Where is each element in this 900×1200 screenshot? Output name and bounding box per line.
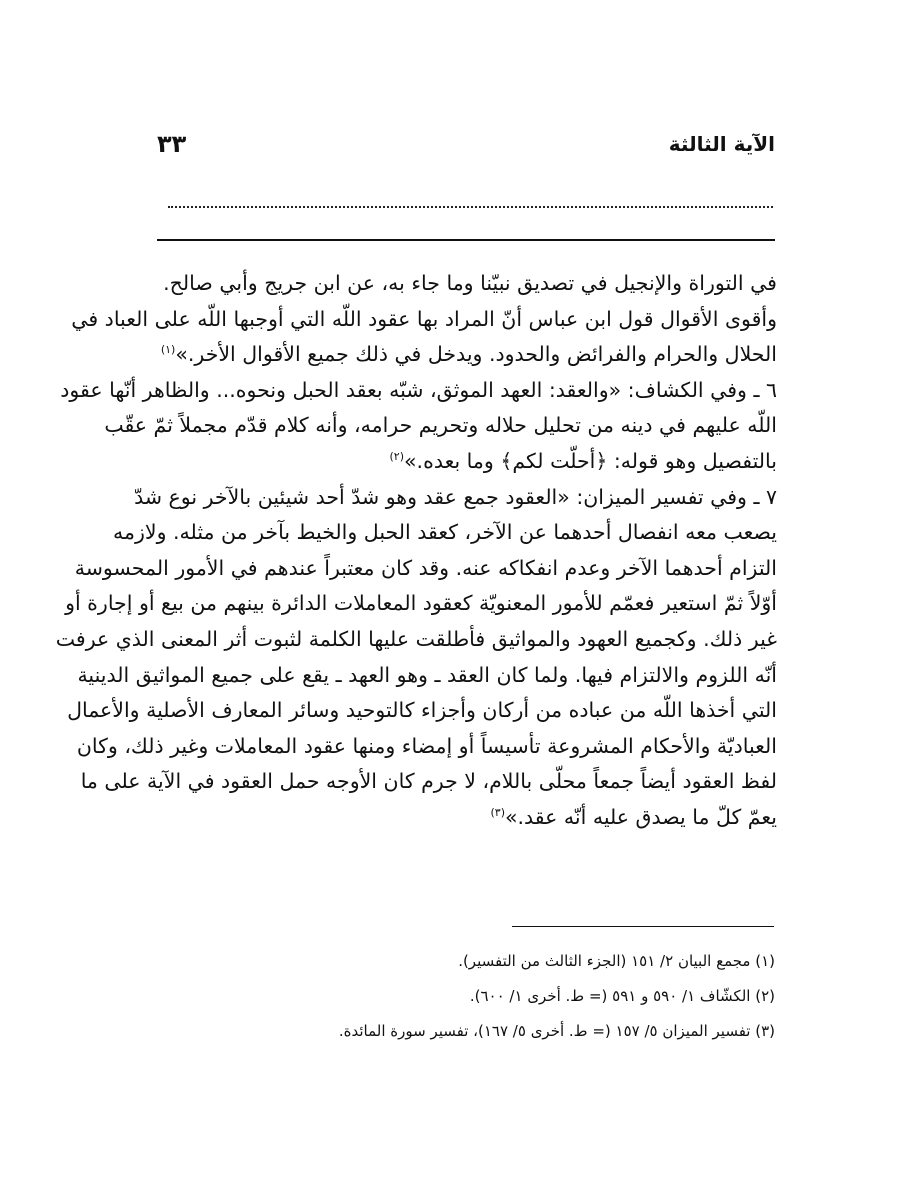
paragraph-3 [60, 373, 777, 480]
text-line: ٧ ـ وفي تفسير الميزان: «العقود جمع عقد وهو شدّ أحد شيئين بالآخر نوع شدّ [134, 484, 777, 509]
text-line: لفظ العقود أيضاً جمعاً محلّى باللام، لا جرم كان الأوجه حمل العقود في الآية على ما [80, 769, 777, 794]
dotted-divider [168, 206, 773, 208]
paragraph-1 [155, 266, 777, 302]
text-line [155, 800, 777, 836]
footnote-marker: (٣) [490, 805, 505, 819]
footnote-3: (٣) تفسير الميزان ٥/ ١٥٧ (= ط. أخرى ٥/ ١٦٧)، تفسير سورة المائدة. [338, 1022, 775, 1040]
footnote-divider [512, 926, 774, 927]
text-line: العباديّة والأحكام المشروعة تأسيساً أو إمضاء ومنها عقود المعاملات وغير ذلك، وكان [76, 733, 777, 758]
text-line [155, 444, 777, 480]
text-line: في التوراة والإنجيل في تصديق نبيّنا وما جاء به، عن ابن جريج وأبي صالح. [163, 271, 777, 295]
text-line: أنّه اللزوم والالتزام فيها. ولما كان العقد ـ وهو العهد ـ يقع على جميع المواثيق الدينية [77, 662, 777, 687]
text-line: ٦ ـ وفي الكشاف: «والعقد: العهد الموثق، شبّه بعقد الحبل ونحوه... والظاهر أنّها عقود [60, 377, 777, 402]
footnote-1: (١) مجمع البيان ٢/ ١٥١ (الجزء الثالث من التفسير). [458, 952, 775, 970]
text-line: التي أخذها اللّه من عباده من أركان وأجزاء كالتوحيد وسائر المعارف الأصلية والأعمال [67, 698, 777, 723]
body-text [55, 266, 777, 836]
text-line-content: يعمّ كلّ ما يصدق عليه أنّه عقد.» [504, 804, 777, 829]
text-line: أوّلاً ثمّ استعير فعمّم للأمور المعنويّة كعقود المعاملات الدائرة بينهم من بيع أو إجارة أو [65, 591, 777, 616]
text-line-content: الحلال والحرام والفرائض والحدود. ويدخل في ذلك جميع الأقوال الأخر.» [175, 342, 777, 367]
footnote-marker: (٢) [389, 449, 405, 463]
footnote-marker: (١) [160, 343, 176, 357]
paragraph-4 [55, 480, 777, 836]
page-number: ٣٣ [157, 130, 187, 158]
footnotes [330, 944, 775, 1049]
text-line: اللّه عليهم في دينه من تحليل حلاله وتحريم حرامه، وأنه كلام قدّم مجملاً ثمّ عقّب [104, 413, 777, 438]
text-line-content: بالتفصيل وهو قوله: ﴿أحلّت لكم﴾ وما بعده.» [404, 448, 777, 473]
text-line: يصعب معه انفصال أحدهما عن الآخر، كعقد الحبل والخيط بآخر من مثله. ولازمه [113, 520, 777, 545]
footnote-2: (٢) الكشّاف ١/ ٥٩٠ و ٥٩١ (= ط. أخرى ١/ ٦٠٠). [469, 987, 775, 1005]
paragraph-2 [71, 302, 777, 373]
text-line: وأقوى الأقوال قول ابن عباس أنّ المراد بها عقود اللّه التي أوجبها اللّه على العباد في [71, 306, 777, 331]
text-line: التزام أحدهما الآخر وعدم انفكاكه عنه. وقد كان معتبراً عندهم في الأمور المحسوسة [74, 555, 777, 580]
chapter-title: الآية الثالثة [668, 132, 775, 156]
header-divider [157, 239, 775, 241]
running-header [155, 132, 775, 166]
text-line [155, 337, 777, 373]
text-line: غير ذلك. وكجميع العهود والمواثيق فأطلقت عليها الكلمة لثبوت أثر المعنى الذي عرفت [55, 626, 777, 651]
